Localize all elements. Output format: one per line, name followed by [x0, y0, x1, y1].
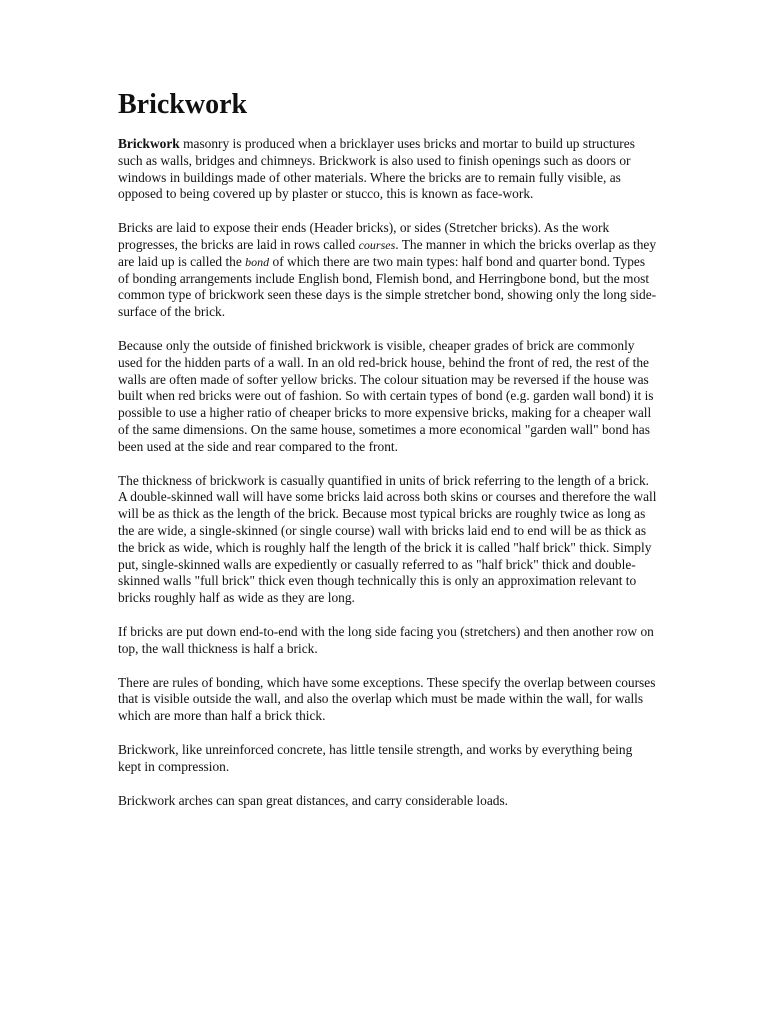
- paragraph-bonds: [118, 220, 658, 321]
- paragraph-stretchers: If bricks are put down end-to-end with the long side facing you (stretchers) and then another row on top, the wall thickness is half a brick.: [118, 623, 654, 656]
- paragraph-text: Bricks are laid to expose their ends (Header bricks), or sides (Stretcher bricks). As the work progresses, the bricks are laid in rows called: [118, 220, 610, 252]
- paragraph-intro: [118, 136, 658, 203]
- term-bond: bond: [245, 254, 270, 269]
- paragraph-thickness: The thickness of brickwork is casually quantified in units of brick referring to the length of a brick. A double-skinned wall will have some bricks laid across both skins or courses and therefore the wall will be as thick as the length of the brick. Because most typical bricks are roughly twice as long as the are wide, a single-skinned (or single course) wall with bricks laid end to end will be as thick as the brick as wide, which is roughly half the length of the brick it is called "half brick" thick. Simply put, single-skinned walls are expediently or casually referred to as "half brick" thick and double-skinned walls "full brick" thick even though technically this is only an approximation relevant to bricks roughly half as wide as they are long.: [118, 472, 657, 606]
- paragraph-arches: Brickwork arches can span great distances, and carry considerable loads.: [118, 792, 509, 808]
- term-courses: courses: [358, 237, 396, 252]
- paragraph-text: . The manner in which the bricks overlap as they are laid up is called the: [118, 236, 657, 269]
- paragraph-brick-grades: Because only the outside of finished brickwork is visible, cheaper grades of brick are commonly used for the hidden parts of a wall. In an old red-brick house, behind the front of red, the rest of the walls are often made of softer yellow bricks. The colour situation may be reversed if the house was built when red bricks were out of fashion. So with certain types of bond (e.g. garden wall bond) it is possible to use a higher ratio of cheaper bricks to more expensive bricks, making for a cheaper wall of the same dimensions. On the same house, sometimes a more economical "garden wall" bond has been used at the side and rear compared to the front.: [118, 337, 654, 454]
- page-title: Brickwork: [118, 89, 248, 120]
- paragraph-compression: Brickwork, like unreinforced concrete, has little tensile strength, and works by everything being kept in compression.: [118, 741, 633, 774]
- document-page: [118, 88, 658, 826]
- paragraph-bonding-rules: There are rules of bonding, which have some exceptions. These specify the overlap between courses that is visible outside the wall, and also the overlap which must be made within the wall, for walls which are more than half a brick thick.: [118, 674, 656, 724]
- paragraph-text: masonry is produced when a bricklayer uses bricks and mortar to build up structures such as walls, bridges and chimneys. Brickwork is also used to finish openings such as doors or windows in buildings made of other materials. Where the bricks are to remain fully visible, as opposed to being covered up by plaster or stucco, this is known as face-work.: [118, 136, 635, 202]
- paragraph-text: of which there are two main types: half bond and quarter bond. Types of bonding arrangements include English bond, Flemish bond, and Herringbone bond, but the most common type of brickwork seen these days is the simple stretcher bond, showing only the long side-surface of the brick.: [118, 253, 657, 320]
- lead-term: Brickwork: [118, 136, 180, 151]
